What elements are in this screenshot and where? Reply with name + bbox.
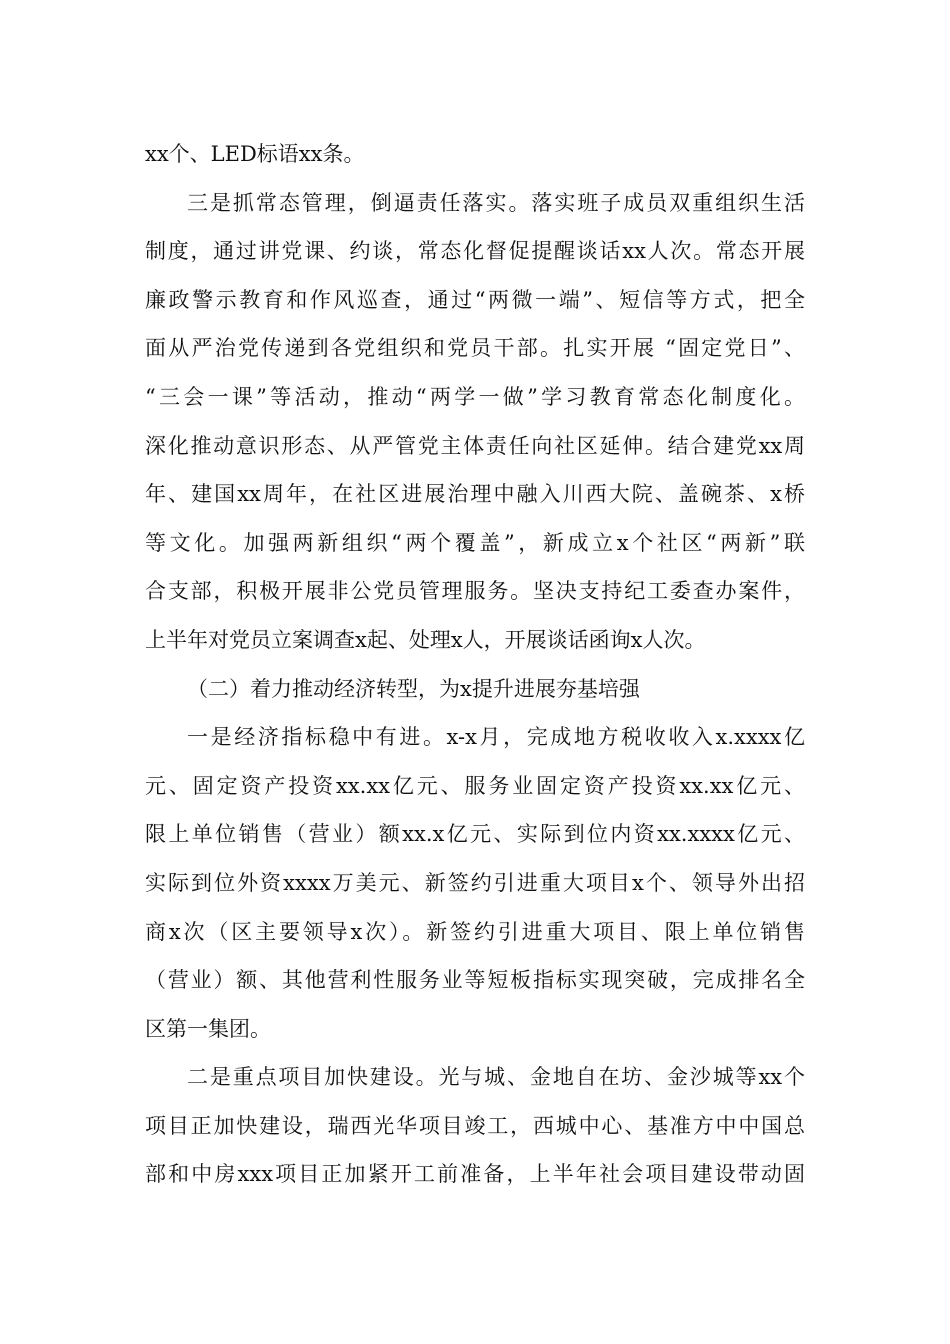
text-line: 年、建国xx周年，在社区进展治理中融入川西大院、盖碗茶、x桥 xyxy=(145,482,805,507)
text-line: 元、固定资产投资xx.xx亿元、服务业固定资产投资xx.xx亿元、 xyxy=(145,773,805,798)
text-line: 廉政警示教育和作风巡查，通过“两微一端”、短信等方式，把全 xyxy=(145,287,805,312)
text-line: 区第一集团。 xyxy=(145,1016,271,1041)
paragraph-line: 二是重点项目加快建设。光与城、金地自在坊、金沙城等xx个 xyxy=(187,1065,805,1090)
text-line: 部和中房xxx项目正加紧开工前准备，上半年社会项目建设带动固 xyxy=(145,1162,805,1187)
paragraph-line: 三是抓常态管理，倒逼责任落实。落实班子成员双重组织生活 xyxy=(187,190,805,215)
text-line: 实际到位外资xxxx万美元、新签约引进重大项目x个、领导外出招 xyxy=(145,870,805,895)
document-body xyxy=(145,130,805,1199)
text-line: 商x次（区主要领导x次）。新签约引进重大项目、限上单位销售 xyxy=(145,919,805,944)
text-line: （营业）额、其他营利性服务业等短板指标实现突破，完成排名全 xyxy=(145,968,805,993)
text-line: 上半年对党员立案调查x起、处理x人，开展谈话函询x人次。 xyxy=(145,627,706,652)
text-line: 深化推动意识形态、从严管党主体责任向社区延伸。结合建党xx周 xyxy=(145,433,805,458)
text-line: 项目正加快建设，瑞西光华项目竣工，西城中心、基准方中中国总 xyxy=(145,1113,805,1138)
section-heading: （二）着力推动经济转型，为x提升进展夯基培强 xyxy=(187,676,640,701)
text-line: 等文化。加强两新组织“两个覆盖”，新成立x个社区“两新”联 xyxy=(145,530,805,555)
text-line: 制度，通过讲党课、约谈，常态化督促提醒谈话xx人次。常态开展 xyxy=(145,239,805,264)
text-line: 合支部，积极开展非公党员管理服务。坚决支持纪工委查办案件， xyxy=(145,579,805,604)
text-line: xx个、LED标语xx条。 xyxy=(145,142,365,166)
paragraph-line: 一是经济指标稳中有进。x-x月，完成地方税收收入x.xxxx亿 xyxy=(187,725,805,750)
text-line: 限上单位销售（营业）额xx.x亿元、实际到位内资xx.xxxx亿元、 xyxy=(145,822,805,847)
text-line: 面从严治党传递到各党组织和党员干部。扎实开展 “固定党日”、 xyxy=(145,336,805,361)
text-line: “三会一课”等活动，推动“两学一做”学习教育常态化制度化。 xyxy=(145,384,805,409)
